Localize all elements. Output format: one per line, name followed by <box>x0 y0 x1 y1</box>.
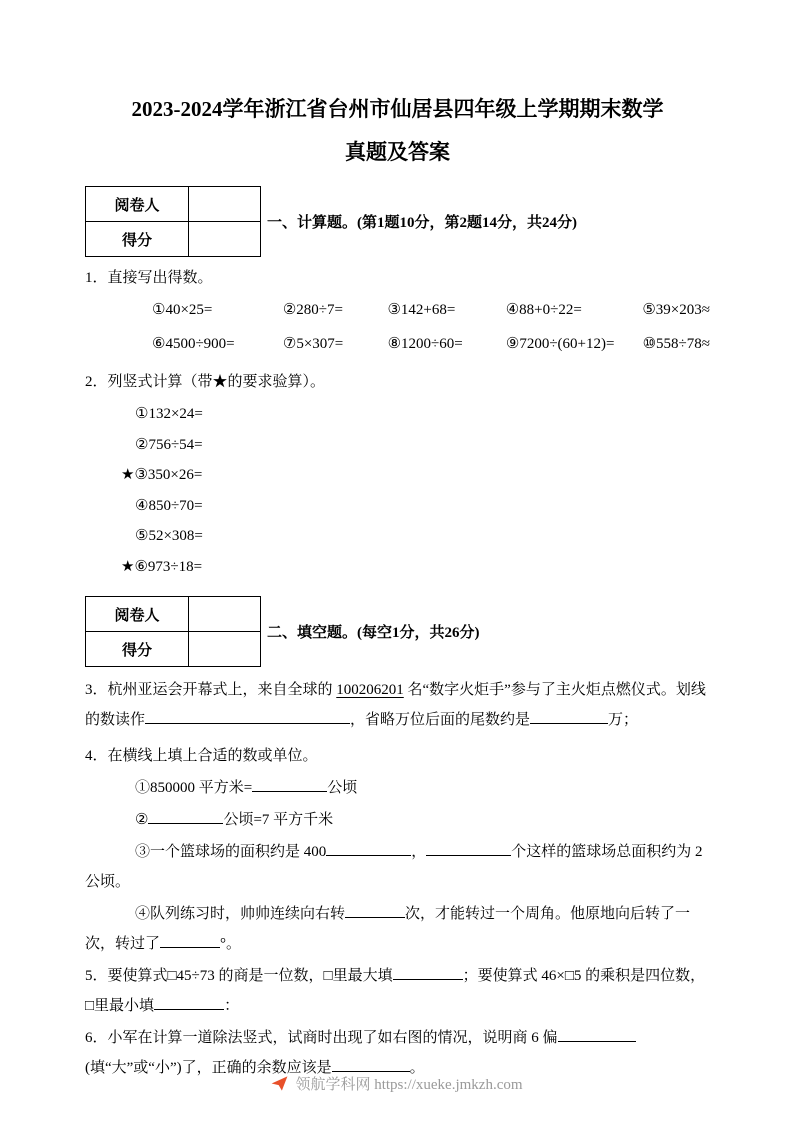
text-run: (填“大”或“小”)了，正确的余数应该是 <box>85 1060 332 1076</box>
calc-item: ③142+68= <box>387 302 456 318</box>
text-run: °。 <box>220 936 242 952</box>
text-run: ， <box>411 844 427 860</box>
calc-item: ②280÷7= <box>282 302 343 318</box>
grader-cell <box>189 187 261 222</box>
page-title <box>85 88 710 174</box>
text-run: 万； <box>608 712 639 728</box>
vertical-calc-item: ②756÷54= <box>135 436 203 453</box>
answer-blank <box>345 903 405 918</box>
calc-item: ⑥4500÷900= <box>152 336 235 352</box>
text-run: 公顷 <box>327 780 358 796</box>
site-logo-icon <box>270 1074 289 1093</box>
section2-header <box>85 596 710 667</box>
logo-shape-primary <box>272 1076 288 1090</box>
vertical-calc-item: ①132×24= <box>135 406 203 422</box>
vertical-calc-item: ④850÷70= <box>135 497 203 514</box>
score-label: 得分 <box>86 222 189 257</box>
answer-blank <box>252 777 327 792</box>
question4-item-1 <box>85 773 710 803</box>
text-run: 5．要使算式□45÷73 的商是一位数，□里最大填 <box>85 968 393 984</box>
calc-item: ⑤39×203≈ <box>642 302 710 318</box>
calc-item: ⑨7200÷(60+12)= <box>505 336 615 352</box>
text-run: ③一个篮球场的面积约是 400 <box>135 844 327 860</box>
score-cell <box>189 222 261 257</box>
underlined-value: 100206201 <box>336 682 404 698</box>
answer-blank <box>558 1027 636 1042</box>
question5 <box>85 961 710 1021</box>
answer-blank <box>160 933 220 948</box>
answer-blank <box>426 841 511 856</box>
title-line-2: 真题及答案 <box>345 140 450 164</box>
score-table-2 <box>85 596 261 667</box>
question1-label: 1．直接写出得数。 <box>85 270 213 286</box>
text-run: ，省略万位后面的尾数约是 <box>350 712 531 728</box>
text-run: 3．杭州亚运会开幕式上，来自全球的 <box>85 682 337 698</box>
question2-label: 2．列竖式计算（带★的要求验算）。 <box>85 374 326 390</box>
calc-item: ①40×25= <box>152 302 213 318</box>
grader-label: 阅卷人 <box>86 597 189 632</box>
text-run: ①850000 平方米= <box>135 780 253 796</box>
question4-item-4 <box>85 899 710 959</box>
text-run: ④队列练习时，帅帅连续向右转 <box>135 906 346 922</box>
answer-blank <box>530 709 608 724</box>
text-run: 次，才能转过一个周角。他原地向后转了一次，转过了 <box>85 906 691 952</box>
vertical-calc-item: ★③350×26= <box>121 467 203 483</box>
score-cell <box>189 632 261 667</box>
text-run: ② <box>135 812 149 828</box>
section1-title: 一、计算题。(第1题10分，第2题14分，共24分) <box>267 215 577 231</box>
text-run: 名“数字火炬手”参与了主火炬点燃仪式。划线的数读作 <box>85 682 706 728</box>
score-label: 得分 <box>86 632 189 667</box>
section2-title: 二、填空题。(每空1分，共26分) <box>267 625 480 641</box>
vertical-calc-item: ⑤52×308= <box>135 528 203 544</box>
question4-item-2 <box>85 805 710 835</box>
footer-text: 领航学科网 https://xueke.jmkzh.com <box>295 1077 523 1093</box>
footer <box>0 1073 793 1094</box>
vertical-calc-item: ★⑥973÷18= <box>121 558 203 575</box>
question4-item-3 <box>85 837 710 897</box>
score-table-1 <box>85 186 261 257</box>
answer-blank <box>332 1057 410 1072</box>
answer-blank <box>154 995 224 1010</box>
section1-header <box>85 186 710 257</box>
answer-blank <box>148 809 223 824</box>
calc-row-2 <box>152 327 710 361</box>
question2-items <box>85 399 710 582</box>
calc-item: ⑧1200÷60= <box>387 336 463 352</box>
text-run: 个这样的篮球场总面积约为 2 公顷。 <box>85 844 703 890</box>
grader-cell <box>189 597 261 632</box>
answer-blank <box>393 965 463 980</box>
calc-item: ④88+0÷22= <box>505 302 582 318</box>
title-line-1: 2023-2024学年浙江省台州市仙居县四年级上学期期末数学 <box>131 97 664 121</box>
calc-row-1 <box>152 293 710 327</box>
calc-item: ⑩558÷78≈ <box>642 336 710 352</box>
question3 <box>85 675 710 735</box>
text-run: 公顷=7 平方千米 <box>223 812 334 828</box>
answer-blank <box>145 709 350 724</box>
text-run: 。 <box>409 1060 425 1076</box>
grader-label: 阅卷人 <box>86 187 189 222</box>
text-run: ；要使算式 46×□5 的乘积是四位数，□里最小填 <box>85 968 706 1014</box>
text-run: 6．小军在计算一道除法竖式，试商时出现了如右图的情况，说明商 6 偏 <box>85 1030 558 1046</box>
question4-label: 4．在横线上填上合适的数或单位。 <box>85 748 318 764</box>
answer-blank <box>326 841 411 856</box>
text-run: ： <box>224 998 240 1014</box>
calc-item: ⑦5×307= <box>282 336 344 352</box>
